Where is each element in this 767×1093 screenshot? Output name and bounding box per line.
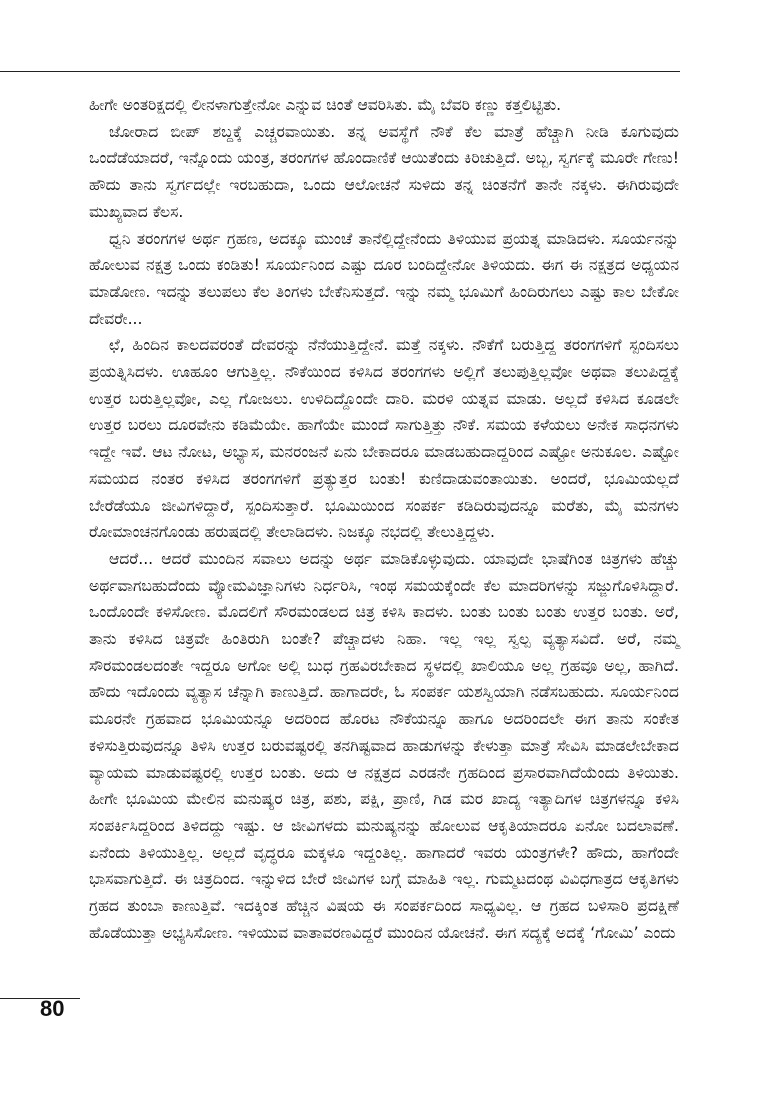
paragraph-4: ಛೆ, ಹಿಂದಿನ ಕಾಲದವರಂತೆ ದೇವರನ್ನು ನೆನೆಯುತ್ತಿದ್ದೇನೆ. ಮತ್ತೆ ನಕ್ಕಳು. ನೌಕೆಗೆ ಬರುತ್ತಿದ್ದ ತರಂಗಗಳಿಗೆ ಸ್ಪಂದಿಸಲು ಪ್ರಯತ್ನಿಸಿದಳು. ಊಹೂಂ ಆಗುತ್ತಿಲ್ಲ. ನೌಕೆಯಿಂದ ಕಳಿಸಿದ ತರಂಗಗಳು ಅಲ್ಲಿಗೆ ತಲುಪುತ್ತಿಲ್ಲವೋ ಅಥವಾ ತಲುಪಿದ್ದಕ್ಕೆ ಉತ್ತರ ಬರುತ್ತಿಲ್ಲವೋ, ಎಲ್ಲ ಗೋಜಲು. ಉಳಿದಿದ್ದೊಂದೇ ದಾರಿ. ಮರಳಿ ಯತ್ನವ ಮಾಡು. ಅಲ್ಲದೆ ಕಳಿಸಿದ ಕೂಡಲೇ ಉತ್ತರ ಬರಲು ದೂರವೇನು ಕಡಿಮೆಯೇ. ಹಾಗೆಯೇ ಮುಂದೆ ಸಾಗುತ್ತಿತ್ತು ನೌಕೆ. ಸಮಯ ಕಳೆಯಲು ಅನೇಕ ಸಾಧನಗಳು ಇದ್ದೇ ಇವೆ. ಆಟ ನೋಟ, ಅಭ್ಯಾಸ, ಮನರಂಜನೆ ಏನು ಬೇಕಾದರೂ ಮಾಡಬಹುದಾದ್ದರಿಂದ ಎಷ್ಟೋ ಅನುಕೂಲ. ಎಷ್ಟೋ ಸಮಯದ ನಂತರ ಕಳಿಸಿದ ತರಂಗಗಳಿಗೆ ಪ್ರತ್ಯುತ್ತರ ಬಂತು! ಕುಣಿದಾಡುವಂತಾಯಿತು. ಅಂದರೆ, ಭೂಮಿಯಲ್ಲದೆ ಬೇರೆಡೆಯೂ ಜೀವಿಗಳಿದ್ದಾರೆ, ಸ್ಪಂದಿಸುತ್ತಾರೆ. ಭೂಮಿಯಿಂದ ಸಂಪರ್ಕ ಕಡಿದಿರುವುದನ್ನೂ ಮರೆತು, ಮೈ ಮನಗಳು ರೋಮಾಂಚನಗೊಂಡು ಹರುಷದಲ್ಲಿ ತೇಲಾಡಿದಳು. ನಿಜಕ್ಕೂ ನಭದಲ್ಲಿ ತೇಲುತ್ತಿದ್ದಳು. xyxy=(89,336,679,542)
paragraph-3: ಧ್ವನಿ ತರಂಗಗಳ ಅರ್ಥ ಗ್ರಹಣ, ಅದಕ್ಕೂ ಮುಂಚೆ ತಾನೆಲ್ಲಿದ್ದೇನೆಂದು ತಿಳಿಯುವ ಪ್ರಯತ್ನ ಮಾಡಿದಳು. ಸೂರ್ಯನನ್ನು ಹೋಲುವ ನಕ್ಷತ್ರ ಒಂದು ಕಂಡಿತು! ಸೂರ್ಯನಿಂದ ಎಷ್ಟು ದೂರ ಬಂದಿದ್ದೇನೋ ತಿಳಿಯದು. ಈಗ ಈ ನಕ್ಷತ್ರದ ಅಧ್ಯಯನ ಮಾಡೋಣ. ಇದನ್ನು ತಲುಪಲು ಕೆಲ ತಿಂಗಳು ಬೇಕೆನಿಸುತ್ತದೆ. ಇನ್ನು ನಮ್ಮ ಭೂಮಿಗೆ ಹಿಂದಿರುಗಲು ಎಷ್ಟು ಕಾಲ ಬೇಕೋ ದೇವರೇ... xyxy=(89,229,679,328)
paragraph-2: ಜೋರಾದ ಬೀಪ್ ಶಬ್ದಕ್ಕೆ ಎಚ್ಚರವಾಯಿತು. ತನ್ನ ಅವಸ್ಥೆಗೆ ನೌಕೆ ಕೆಲ ಮಾತ್ರೆ ಹೆಚ್ಚಾಗಿ ನೀಡಿ ಕೂಗುವುದು ಒಂದೆಡೆಯಾದರೆ, ಇನ್ನೊಂದು ಯಂತ್ರ, ತರಂಗಗಳ ಹೊಂದಾಣಿಕೆ ಆಯಿತೆಂದು ಕಿರಿಚುತ್ತಿದೆ. ಅಬ್ಬ, ಸ್ವರ್ಗಕ್ಕೆ ಮೂರೇ ಗೇಣು! ಹೌದು ತಾನು ಸ್ವರ್ಗದಲ್ಲೇ ಇರಬಹುದಾ, ಒಂದು ಆಲೋಚನೆ ಸುಳಿದು ತನ್ನ ಚಿಂತನೆಗೆ ತಾನೇ ನಕ್ಕಳು. ಈಗಿರುವುದೇ ಮುಖ್ಯವಾದ ಕೆಲಸ. xyxy=(89,122,679,221)
story-text xyxy=(89,92,679,947)
header-rule xyxy=(0,71,680,72)
paragraph-1: ಹೀಗೇ ಅಂತರಿಕ್ಷದಲ್ಲಿ ಲೀನಳಾಗುತ್ತೇನೋ ಎನ್ನುವ ಚಿಂತೆ ಆವರಿಸಿತು. ಮೈ ಬೆವರಿ ಕಣ್ಣು ಕತ್ತಲಿಟ್ಟಿತು. xyxy=(89,96,562,114)
page-number: 80 xyxy=(40,996,65,1021)
paragraph-5: ಆದರೆ... ಆದರೆ ಮುಂದಿನ ಸವಾಲು ಅದನ್ನು ಅರ್ಥ ಮಾಡಿಕೊಳ್ಳುವುದು. ಯಾವುದೇ ಭಾಷೆಗಿಂತ ಚಿತ್ರಗಳು ಹೆಚ್ಚು ಅರ್ಥವಾಗಬಹುದೆಂದು ವ್ಯೋಮವಿಜ್ಞಾನಿಗಳು ನಿರ್ಧರಿಸಿ, ಇಂಥ ಸಮಯಕ್ಕೆಂದೇ ಕೆಲ ಮಾದರಿಗಳನ್ನು ಸಜ್ಜುಗೊಳಿಸಿದ್ದಾರೆ. ಒಂದೊಂದೇ ಕಳಿಸೋಣ. ಮೊದಲಿಗೆ ಸೌರಮಂಡಲದ ಚಿತ್ರ ಕಳಿಸಿ ಕಾದಳು. ಬಂತು ಬಂತು ಬಂತು ಉತ್ತರ ಬಂತು. ಅರೆ, ತಾನು ಕಳಿಸಿದ ಚಿತ್ರವೇ ಹಿಂತಿರುಗಿ ಬಂತೇ? ಪೆಚ್ಚಾದಳು ನಿಹಾ. ಇಲ್ಲ ಇಲ್ಲ ಸ್ವಲ್ಪ ವ್ಯತ್ಯಾಸವಿದೆ. ಅರೆ, ನಮ್ಮ ಸೌರಮಂಡಲದಂತೇ ಇದ್ದರೂ ಅಗೋ ಅಲ್ಲಿ ಬುಧ ಗ್ರಹವಿರಬೇಕಾದ ಸ್ಥಳದಲ್ಲಿ ಖಾಲಿಯೂ ಅಲ್ಲ ಗ್ರಹವೂ ಅಲ್ಲ, ಹಾಗಿದೆ. ಹೌದು ಇದೊಂದು ವ್ಯತ್ಯಾಸ ಚೆನ್ನಾಗಿ ಕಾಣುತ್ತಿದೆ. ಹಾಗಾದರೇ, ಓ ಸಂಪರ್ಕ ಯಶಸ್ವಿಯಾಗಿ ನಡೆಸಬಹುದು. ಸೂರ್ಯನಿಂದ ಮೂರನೇ ಗ್ರಹವಾದ ಭೂಮಿಯನ್ನೂ ಅದರಿಂದ ಹೊರಟ ನೌಕೆಯನ್ನೂ ಹಾಗೂ ಅದರಿಂದಲೇ ಈಗ ತಾನು ಸಂಕೇತ ಕಳಿಸುತ್ತಿರುವುದನ್ನೂ ತಿಳಿಸಿ ಉತ್ತರ ಬರುವಷ್ಟರಲ್ಲಿ ತನಗಿಷ್ಟವಾದ ಹಾಡುಗಳನ್ನು ಕೇಳುತ್ತಾ ಮಾತ್ರೆ ಸೇವಿಸಿ ಮಾಡಲೇಬೇಕಾದ ವ್ಯಾಯಮ ಮಾಡುವಷ್ಟರಲ್ಲಿ ಉತ್ತರ ಬಂತು. ಅದು ಆ ನಕ್ಷತ್ರದ ಎರಡನೇ ಗ್ರಹದಿಂದ ಪ್ರಸಾರವಾಗಿದೆಯೆಂದು ತಿಳಿಯಿತು. ಹೀಗೇ ಭೂಮಿಯ ಮೇಲಿನ ಮನುಷ್ಯರ ಚಿತ್ರ, ಪಶು, ಪಕ್ಷಿ, ಪ್ರಾಣಿ, ಗಿಡ ಮರ ಖಾದ್ಯ ಇತ್ಯಾದಿಗಳ ಚಿತ್ರಗಳನ್ನೂ ಕಳಿಸಿ ಸಂಪರ್ಕಿಸಿದ್ದರಿಂದ ತಿಳಿದದ್ದು ಇಷ್ಟು. ಆ ಜೀವಿಗಳದು ಮನುಷ್ಯನನ್ನು ಹೋಲುವ ಆಕೃತಿಯಾದರೂ ಏನೋ ಬದಲಾವಣೆ. ಏನೆಂದು ತಿಳಿಯುತ್ತಿಲ್ಲ. ಅಲ್ಲದೆ ವೃದ್ಧರೂ ಮಕ್ಕಳೂ ಇದ್ದಂತಿಲ್ಲ. ಹಾಗಾದರೆ ಇವರು ಯಂತ್ರಗಳೇ? ಹೌದು, ಹಾಗೆಂದೇ ಭಾಸವಾಗುತ್ತಿದೆ. ಈ ಚಿತ್ರದಿಂದ. ಇನ್ನುಳಿದ ಬೇರೆ ಜೀವಿಗಳ ಬಗ್ಗೆ ಮಾಹಿತಿ ಇಲ್ಲ. ಗುಮ್ಮಟದಂಥ ವಿವಿಧಗಾತ್ರದ ಆಕೃತಿಗಳು ಗ್ರಹದ ತುಂಬಾ ಕಾಣುತ್ತಿವೆ. ಇದಕ್ಕಿಂತ ಹೆಚ್ಚಿನ ವಿಷಯ ಈ ಸಂಪರ್ಕದಿಂದ ಸಾಧ್ಯವಿಲ್ಲ. ಆ ಗ್ರಹದ ಬಳಿಸಾರಿ ಪ್ರದಕ್ಷಿಣೆ ಹೊಡೆಯುತ್ತಾ ಅಭ್ಯಸಿಸೋಣ. ಇಳಿಯುವ ವಾತಾವರಣವಿದ್ದರೆ ಮುಂದಿನ ಯೋಚನೆ. ಈಗ ಸದ್ಯಕ್ಕೆ ಅದಕ್ಕೆ ‘ಗೋಮಿ’ ಎಂದು xyxy=(89,549,679,942)
